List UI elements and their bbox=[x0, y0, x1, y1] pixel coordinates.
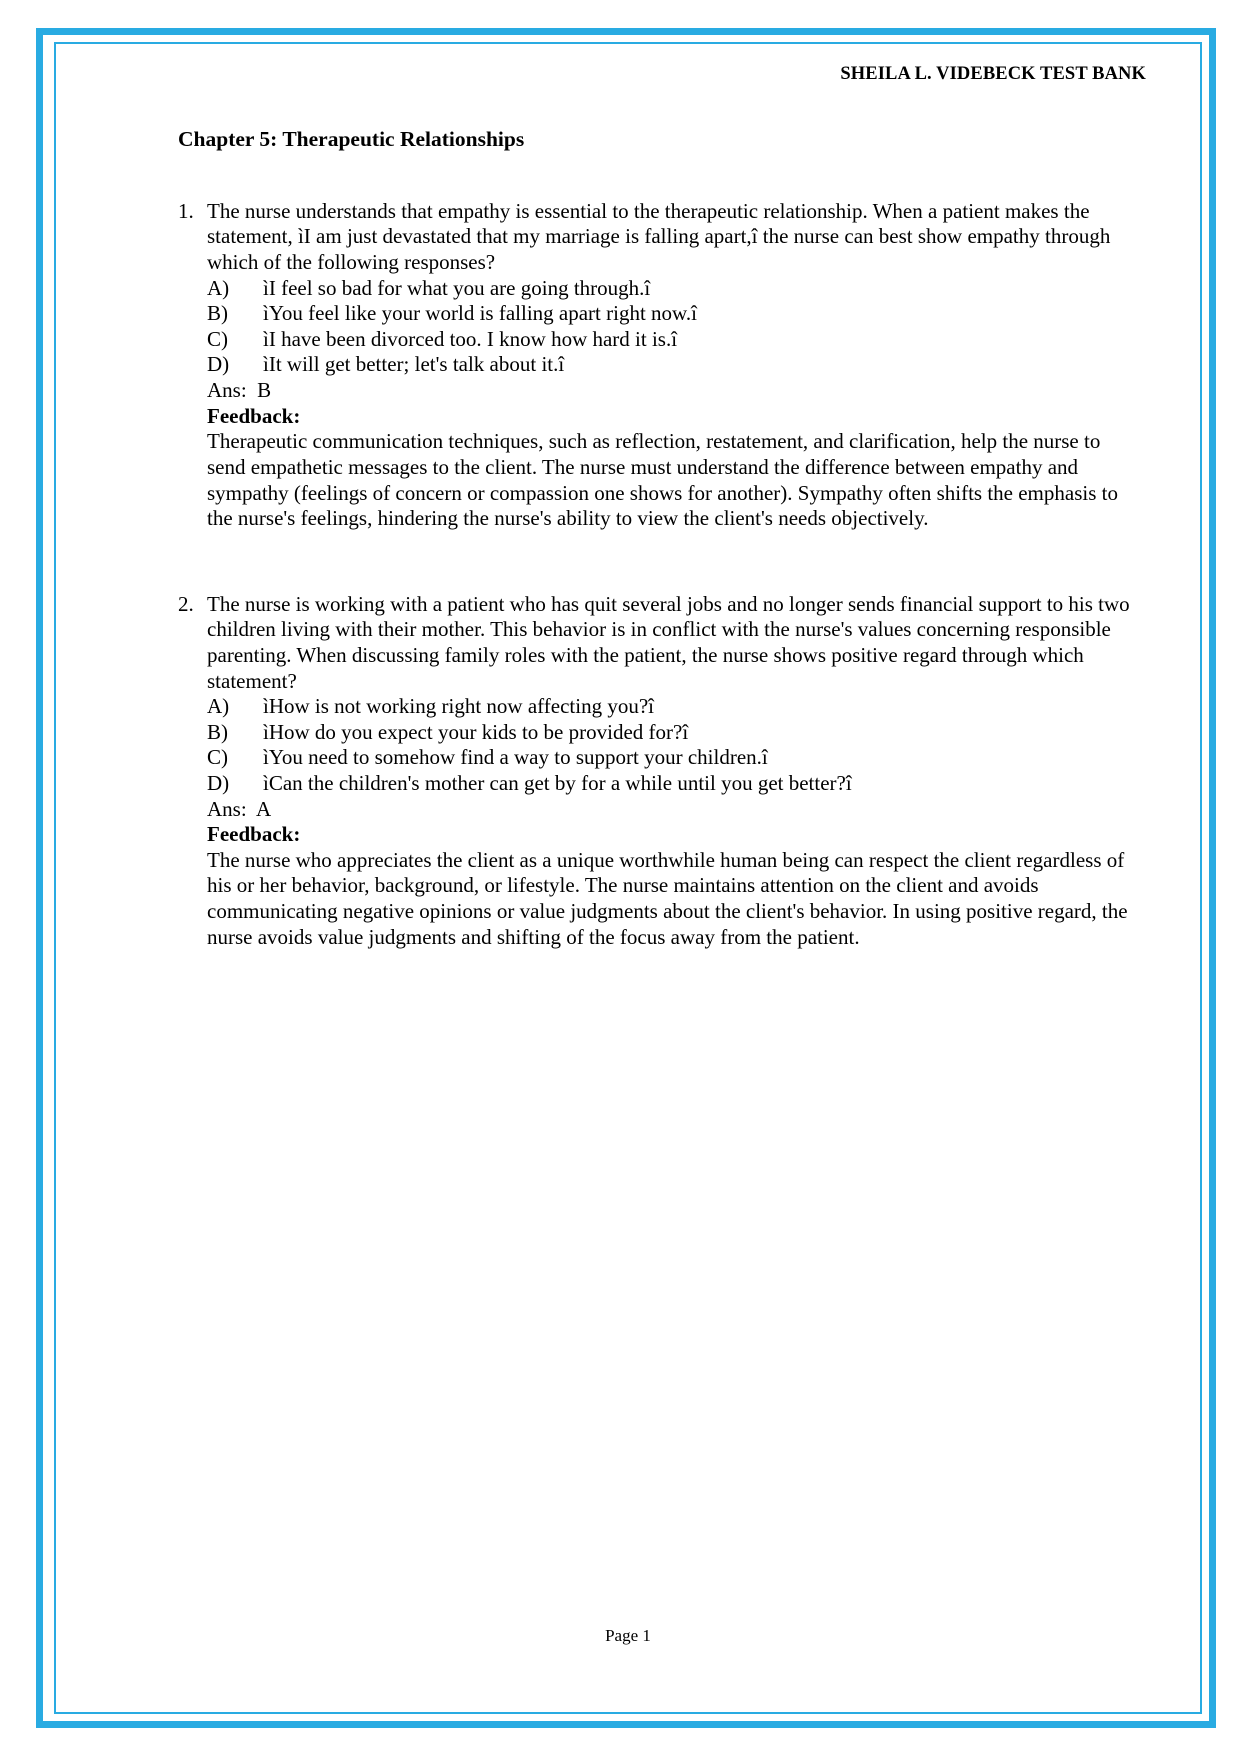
option-letter: C) bbox=[207, 745, 228, 770]
option-text: ìCan the children's mother can get by for a while until you get better?î bbox=[263, 770, 852, 795]
question-body bbox=[207, 592, 1138, 951]
document-header-title: SHEILA L. VIDEBECK TEST BANK bbox=[840, 64, 1146, 84]
question-number: 2. bbox=[178, 591, 194, 616]
option-text: ìIt will get better; let's talk about it.î bbox=[263, 352, 565, 377]
option-a[interactable] bbox=[207, 694, 1138, 720]
option-d[interactable] bbox=[207, 771, 1138, 797]
feedback-text: The nurse who appreciates the client as a unique worthwhile human being can respect the client regardless of his or her behavior, background, or lifestyle. The nurse maintains attention on the client and avoids communicating negative opinions or value judgments about the client's behavior. In using positive regard, the nurse avoids value judgments and shifting of the focus away from the patient. bbox=[207, 847, 1128, 949]
answer-line: Ans: A bbox=[207, 796, 272, 821]
option-letter: A) bbox=[207, 694, 230, 719]
option-letter: D) bbox=[207, 352, 230, 377]
option-text: ìYou feel like your world is falling apart right now.î bbox=[263, 301, 697, 326]
option-letter: A) bbox=[207, 275, 230, 300]
option-list bbox=[207, 694, 1138, 796]
question-stem: The nurse is working with a patient who has quit several jobs and no longer sends financial support to his two children living with their mother. This behavior is in conflict with the nurse's values concerning responsible parenting. When discussing family roles with the patient, the nurse shows positive regard through which statement? bbox=[207, 591, 1130, 693]
question-number: 1. bbox=[178, 198, 194, 223]
question-stem: The nurse understands that empathy is essential to the therapeutic relationship. When a patient makes the statement, ìI am just devastated that my marriage is falling apart,î the nurse can best show empathy through which of the following responses? bbox=[207, 198, 1111, 275]
option-c[interactable] bbox=[207, 745, 1138, 771]
option-list bbox=[207, 276, 1138, 378]
feedback-label: Feedback: bbox=[207, 403, 301, 428]
option-b[interactable] bbox=[207, 301, 1138, 327]
document-body bbox=[70, 85, 1186, 950]
option-b[interactable] bbox=[207, 720, 1138, 746]
option-letter: B) bbox=[207, 719, 228, 744]
chapter-title: Chapter 5: Therapeutic Relationships bbox=[178, 127, 525, 151]
question-body bbox=[207, 199, 1138, 532]
option-d[interactable] bbox=[207, 352, 1138, 378]
option-letter: C) bbox=[207, 326, 228, 351]
question-row bbox=[178, 592, 1138, 951]
question-item bbox=[178, 592, 1138, 951]
question-item bbox=[178, 199, 1138, 532]
page-content bbox=[70, 50, 1186, 1704]
option-c[interactable] bbox=[207, 327, 1138, 353]
page-footer: Page 1 bbox=[605, 1626, 651, 1645]
option-text: ìI feel so bad for what you are going through.î bbox=[263, 275, 651, 300]
question-row bbox=[178, 199, 1138, 532]
feedback-label: Feedback: bbox=[207, 822, 301, 847]
feedback-text: Therapeutic communication techniques, such as reflection, restatement, and clarification, help the nurse to send empathetic messages to the client. The nurse must understand the difference between empathy and sympathy (feelings of concern or compassion one shows for another). Sympathy often shifts the emphasis to the nurse's feelings, hindering the nurse's ability to view the client's needs objectively. bbox=[207, 429, 1118, 531]
answer-line: Ans: B bbox=[207, 378, 272, 403]
option-text: ìHow do you expect your kids to be provided for?î bbox=[263, 719, 689, 744]
option-text: ìI have been divorced too. I know how hard it is.î bbox=[263, 326, 678, 351]
option-a[interactable] bbox=[207, 276, 1138, 302]
option-letter: B) bbox=[207, 301, 228, 326]
option-text: ìHow is not working right now affecting you?î bbox=[263, 694, 654, 719]
option-letter: D) bbox=[207, 770, 230, 795]
option-text: ìYou need to somehow find a way to support your children.î bbox=[263, 745, 768, 770]
